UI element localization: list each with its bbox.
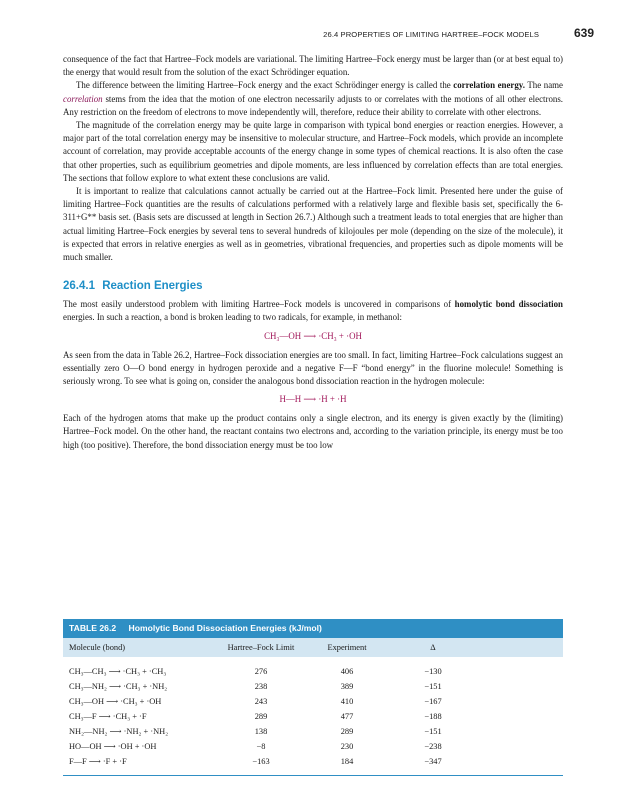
table-title-bar [63,619,563,638]
paragraph-5-text-a: The most easily understood problem with limiting Hartree–Fock models is uncovered in comparisons of [63,299,455,310]
paragraph-2-text-a: The difference between the limiting Hartree–Fock energy and the exact Schrödinger energy is called the [76,80,454,91]
cell-hf: 289 [254,712,268,721]
cell-experiment: 230 [340,742,354,751]
column-header-hf: Hartree–Fock Limit [227,643,295,652]
section-title: Reaction Energies [102,280,203,293]
section-number: 26.4.1 [63,280,95,293]
cell-experiment: 289 [340,727,354,736]
cell-hf: 243 [254,697,268,706]
running-title: 26.4 PROPERTIES OF LIMITING HARTREE–FOCK MODELS [323,30,539,39]
cell-experiment: 184 [340,757,354,766]
equation-methanol: CH₃—OH ⟶ ·CH₃ + ·OH [264,330,362,341]
cell-experiment: 389 [340,682,354,691]
column-header-molecule: Molecule (bond) [69,643,126,652]
cell-experiment: 477 [340,712,354,721]
paragraph-1: consequence of the fact that Hartree–Fock models are variational. The limiting Hartree–Fock energy must be larger than (or at best equal to) the energy that would result from the solution of the exact Schrödinger equation. [63,54,563,78]
paragraph-6: As seen from the data in Table 26.2, Hartree–Fock dissociation energies are too small. In fact, limiting Hartree–Fock calculations suggest an essentially zero O—O bond energy in hydrogen peroxide and a negative F—F “bond energy” in the fluorine molecule! Something is seriously wrong. To see what is going on, consider the analogous bond dissociation reaction in the hydrogen molecule: [63,349,563,387]
cell-experiment: 410 [340,697,354,706]
cell-delta: −347 [424,757,442,766]
cell-reaction: NH₂—NH₂ ⟶ ·NH₂ + ·NH₂ [69,727,169,736]
table-row [63,754,563,769]
paragraph-5 [63,298,563,324]
term-correlation: correlation [63,93,103,104]
column-header-experiment: Experiment [327,643,367,652]
cell-hf: −8 [256,742,266,751]
paragraph-5-text-b: energies. In such a reaction, a bond is broken leading to two radicals, for example, in methanol: [63,312,402,323]
table-row [63,739,563,754]
section-heading [63,280,563,292]
cell-hf: 276 [254,667,268,676]
paragraph-3: The magnitude of the correlation energy may be quite large in comparison with typical bond energies or reaction energies. However, a major part of the total correlation energy may be insensitive to molecular structure, and Hartree–Fock models, which provide an incomplete account of correlation, may provide acceptable accounts of the energy change in some types of chemical reactions. It is also often the case that other properties, such as equilibrium geometries and dipole moments, are less influenced by correlation effects than are total energies. The sections that follow explore to what extent these conclusions are valid. [63,120,563,183]
cell-delta: −151 [424,682,442,691]
paragraph-2-text-b: The name [524,80,563,91]
cell-reaction: CH₃—NH₂ ⟶ ·CH₃ + ·NH₂ [69,682,168,691]
cell-delta: −238 [424,742,442,751]
cell-delta: −151 [424,727,442,736]
column-header-delta: Δ [430,643,436,652]
table-body [63,657,563,776]
cell-delta: −188 [424,712,442,721]
cell-reaction: CH₃—CH₃ ⟶ ·CH₃ + ·CH₃ [69,667,167,676]
page-header [63,27,594,43]
table-row [63,724,563,739]
paragraph-2-text-c: stems from the idea that the motion of one electron necessarily adjusts to or correlates with the motions of all other electrons. Any restriction on the freedom of electrons to move independently will, therefore, reduce their ability to correlate with other electrons. [63,93,563,117]
body-text [63,53,563,452]
table-label: TABLE 26.2 [69,623,117,633]
cell-reaction: HO—OH ⟶ ·OH + ·OH [69,742,157,751]
cell-delta: −130 [424,667,442,676]
paragraph-7: Each of the hydrogen atoms that make up the product contains only a single electron, and its energy is given exactly by the (limiting) Hartree–Fock model. On the other hand, the reactant contains two electrons and, according to the variation principle, its energy must be too high (too positive). Therefore, the bond dissociation energy must be too low [63,413,563,450]
paragraph-4: It is important to realize that calculations cannot actually be carried out at the Hartree–Fock limit. Presented here under the guise of limiting Hartree–Fock quantities are the results of calculations performed with a relatively large and flexible basis set, specifically the 6-311+G** basis set. (Basis sets are discussed at length in Section 26.7.) Although such a treatment leads to total energies that are higher than actual limiting Hartree–Fock energies by several tens to several hundreds of kilojoules per mole (depending on the size of the molecule), it is expected that errors in relative energies as well as in geometries, vibrational frequencies, and properties such as dipole moments will be much smaller. [63,186,563,263]
table-title: Homolytic Bond Dissociation Energies (kJ/mol) [128,623,322,633]
cell-reaction: CH₃—OH ⟶ ·CH₃ + ·OH [69,697,162,706]
table-header-row [63,638,563,657]
cell-hf: 138 [254,727,268,736]
table-row [63,679,563,694]
table-row [63,694,563,709]
cell-delta: −167 [424,697,442,706]
cell-reaction: CH₃—F ⟶ ·CH₃ + ·F [69,712,147,721]
table-row [63,709,563,724]
table-row [63,664,563,679]
cell-hf: 238 [254,682,268,691]
term-correlation-energy: correlation energy. [453,80,525,91]
cell-reaction: F—F ⟶ ·F + ·F [69,757,127,766]
cell-experiment: 406 [340,667,354,676]
table-26-2 [63,619,563,776]
equation-hydrogen: H—H ⟶ ·H + ·H [279,394,347,405]
paragraph-2 [63,79,563,119]
page-number: 639 [573,26,594,40]
term-homolytic: homolytic bond dissociation [454,299,563,310]
cell-hf: −163 [252,757,270,766]
